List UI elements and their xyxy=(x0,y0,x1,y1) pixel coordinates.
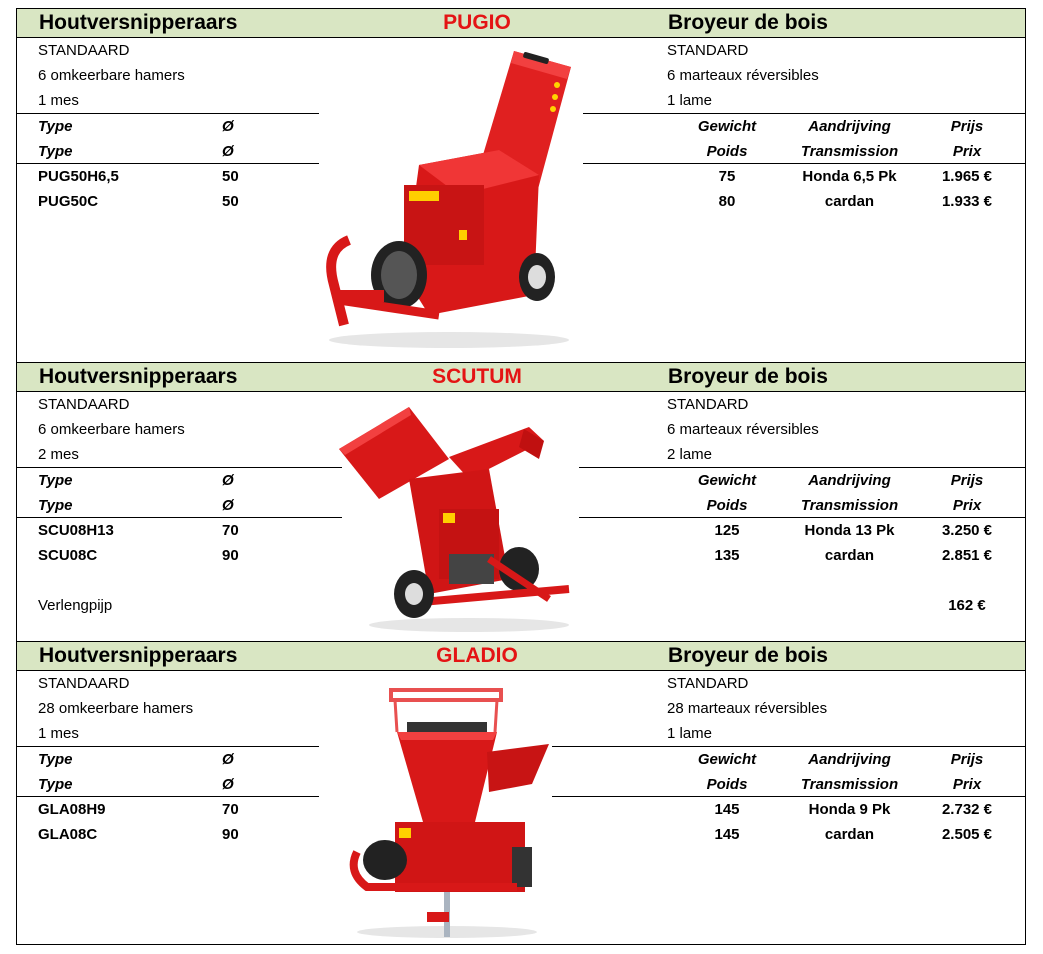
feature-nl: 1 mes xyxy=(38,725,79,742)
gladio-chipper-image xyxy=(327,682,559,940)
row-price: 2.505 € xyxy=(941,826,993,843)
col-drive-label: Transmission xyxy=(800,776,899,793)
col-drive-label: Transmission xyxy=(800,143,899,160)
col-diameter-label: Ø xyxy=(222,118,234,135)
header-title-nl: Houtversnipperaars xyxy=(39,644,238,667)
col-price-label: Prix xyxy=(952,776,982,793)
row-weight: 145 xyxy=(714,826,740,843)
feature-nl: 28 omkeerbare hamers xyxy=(38,700,194,717)
feature-nl: 6 omkeerbare hamers xyxy=(38,67,185,84)
feature-fr: 6 marteaux réversibles xyxy=(667,67,819,84)
row-price: 1.965 € xyxy=(941,168,993,185)
row-weight: 135 xyxy=(714,547,740,564)
feature-nl: STANDAARD xyxy=(38,396,130,413)
feature-fr: 1 lame xyxy=(667,92,713,109)
divider xyxy=(17,113,319,114)
col-drive-label: Aandrijving xyxy=(808,472,891,489)
price-sheet xyxy=(16,8,1026,945)
col-diameter-label: Ø xyxy=(222,776,234,793)
col-diameter-label: Ø xyxy=(222,497,234,514)
row-diameter: 50 xyxy=(222,193,239,210)
row-weight: 75 xyxy=(718,168,736,185)
feature-fr: 2 lame xyxy=(667,446,713,463)
row-diameter: 90 xyxy=(222,826,239,843)
divider xyxy=(17,163,319,164)
row-type: SCU08C xyxy=(38,547,98,564)
col-price-label: Prix xyxy=(952,143,982,160)
col-diameter-label: Ø xyxy=(222,143,234,160)
divider xyxy=(17,796,319,797)
col-type-label: Type xyxy=(38,776,73,793)
feature-fr: STANDARD xyxy=(667,675,749,692)
feature-nl: 1 mes xyxy=(38,92,79,109)
pugio-chipper-image xyxy=(309,45,589,351)
divider xyxy=(583,163,1025,164)
feature-fr: STANDARD xyxy=(667,396,749,413)
col-price-label: Prix xyxy=(952,497,982,514)
divider xyxy=(17,517,342,518)
accessory-label: Verlengpijp xyxy=(38,597,113,614)
section-header xyxy=(17,642,1025,671)
row-type: SCU08H13 xyxy=(38,522,114,539)
row-drive: Honda 13 Pk xyxy=(804,522,895,539)
row-drive: Honda 9 Pk xyxy=(808,801,891,818)
divider xyxy=(579,517,1025,518)
section-gladio xyxy=(17,642,1025,944)
divider xyxy=(579,467,1025,468)
row-diameter: 90 xyxy=(222,547,239,564)
row-price: 3.250 € xyxy=(941,522,993,539)
col-weight-label: Poids xyxy=(706,143,748,160)
col-type-label: Type xyxy=(38,143,73,160)
model-name: GLADIO xyxy=(436,644,518,667)
col-price-label: Prijs xyxy=(950,118,984,135)
scutum-chipper-image xyxy=(339,399,579,637)
feature-fr: 1 lame xyxy=(667,725,713,742)
feature-nl: 2 mes xyxy=(38,446,79,463)
col-price-label: Prijs xyxy=(950,472,984,489)
row-type: GLA08C xyxy=(38,826,98,843)
feature-fr: 6 marteaux réversibles xyxy=(667,421,819,438)
col-weight-label: Gewicht xyxy=(697,472,757,489)
model-name: PUGIO xyxy=(443,11,511,34)
row-drive: cardan xyxy=(824,193,875,210)
accessory-price: 162 € xyxy=(948,597,986,614)
row-diameter: 70 xyxy=(222,801,239,818)
row-weight: 145 xyxy=(714,801,740,818)
feature-fr: STANDARD xyxy=(667,42,749,59)
col-drive-label: Transmission xyxy=(800,497,899,514)
row-price: 2.851 € xyxy=(941,547,993,564)
section-scutum xyxy=(17,363,1025,642)
row-drive: Honda 6,5 Pk xyxy=(802,168,897,185)
col-diameter-label: Ø xyxy=(222,751,234,768)
col-type-label: Type xyxy=(38,472,73,489)
header-title-nl: Houtversnipperaars xyxy=(39,365,238,388)
col-type-label: Type xyxy=(38,751,73,768)
row-type: GLA08H9 xyxy=(38,801,106,818)
row-weight: 80 xyxy=(718,193,736,210)
row-price: 2.732 € xyxy=(941,801,993,818)
col-weight-label: Gewicht xyxy=(697,751,757,768)
divider xyxy=(552,746,1025,747)
col-type-label: Type xyxy=(38,497,73,514)
row-diameter: 50 xyxy=(222,168,239,185)
row-weight: 125 xyxy=(714,522,740,539)
header-title-nl: Houtversnipperaars xyxy=(39,11,238,34)
col-drive-label: Aandrijving xyxy=(808,751,891,768)
model-name: SCUTUM xyxy=(432,365,522,388)
feature-fr: 28 marteaux réversibles xyxy=(667,700,828,717)
row-drive: cardan xyxy=(824,547,875,564)
row-drive: cardan xyxy=(824,826,875,843)
row-type: PUG50H6,5 xyxy=(38,168,119,185)
header-title-fr: Broyeur de bois xyxy=(668,644,828,667)
divider xyxy=(583,113,1025,114)
col-diameter-label: Ø xyxy=(222,472,234,489)
col-weight-label: Gewicht xyxy=(697,118,757,135)
feature-nl: STANDAARD xyxy=(38,42,130,59)
divider xyxy=(17,467,342,468)
section-header xyxy=(17,363,1025,392)
row-price: 1.933 € xyxy=(941,193,993,210)
col-drive-label: Aandrijving xyxy=(808,118,891,135)
row-diameter: 70 xyxy=(222,522,239,539)
header-title-fr: Broyeur de bois xyxy=(668,365,828,388)
col-weight-label: Poids xyxy=(706,776,748,793)
row-type: PUG50C xyxy=(38,193,99,210)
col-type-label: Type xyxy=(38,118,73,135)
col-weight-label: Poids xyxy=(706,497,748,514)
header-title-fr: Broyeur de bois xyxy=(668,11,828,34)
feature-nl: STANDAARD xyxy=(38,675,130,692)
feature-nl: 6 omkeerbare hamers xyxy=(38,421,185,438)
divider xyxy=(17,746,319,747)
col-price-label: Prijs xyxy=(950,751,984,768)
section-pugio xyxy=(17,9,1025,363)
divider xyxy=(552,796,1025,797)
section-header xyxy=(17,9,1025,38)
